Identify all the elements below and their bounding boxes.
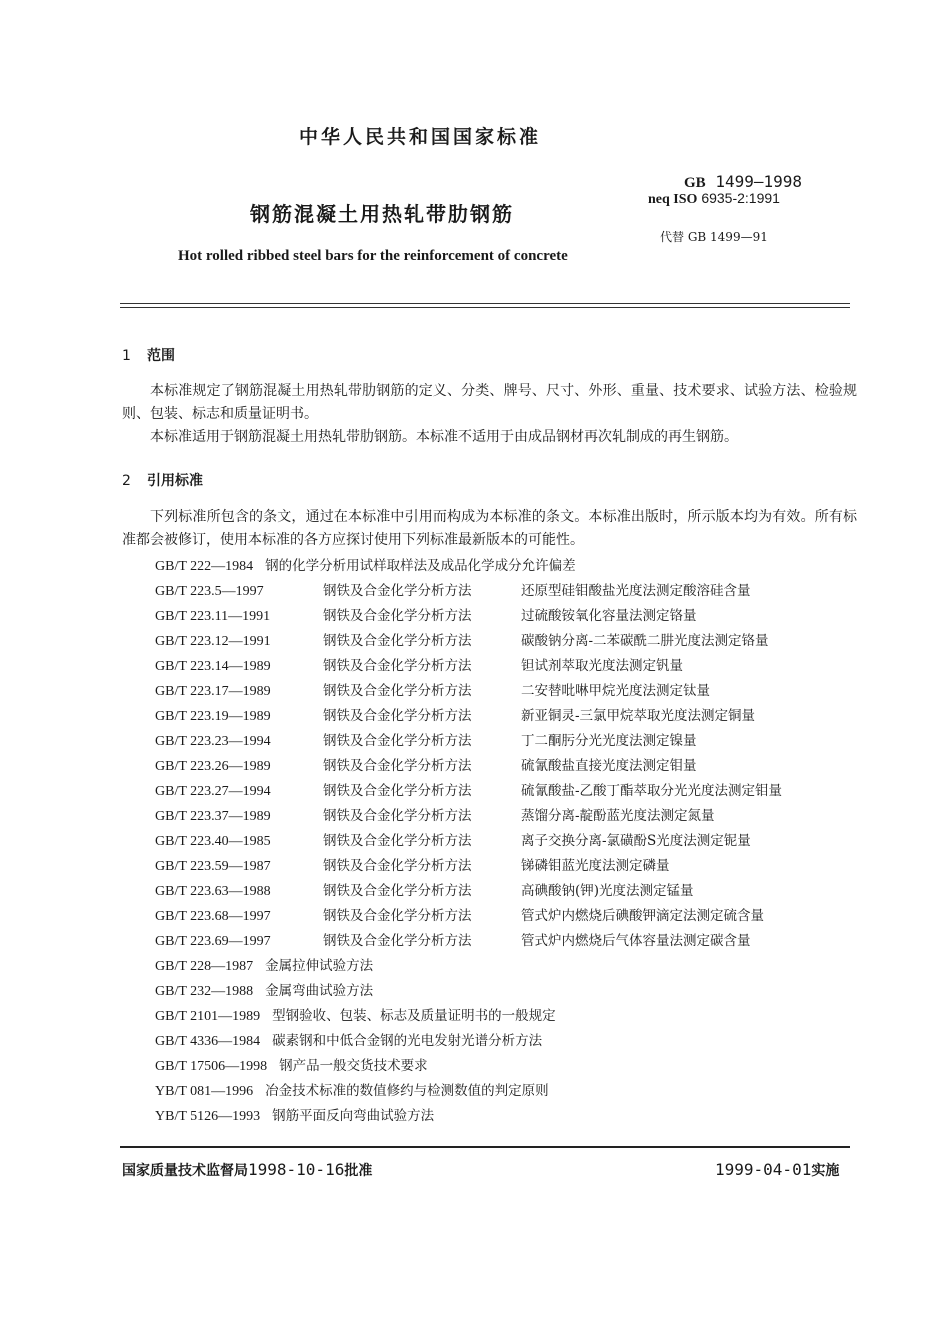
reference-category: 钢铁及合金化学分析方法 — [323, 908, 472, 924]
reference-title: 离子交换分离-氯磺酚S光度法测定铌量 — [521, 833, 751, 849]
equivalent-code: 6935-2:1991 — [701, 190, 780, 206]
reference-item — [155, 654, 683, 679]
section-number: 2 — [122, 473, 131, 489]
reference-title: 钢的化学分析用试样取样法及成品化学成分允许偏差 — [265, 558, 576, 574]
reference-code: GB/T 223.68—1997 — [155, 909, 271, 924]
reference-category: 钢铁及合金化学分析方法 — [323, 633, 472, 649]
reference-title: 管式炉内燃烧后气体容量法测定碳含量 — [521, 933, 751, 949]
reference-title: 蒸馏分离-靛酚蓝光度法测定氮量 — [521, 808, 715, 824]
reference-item — [155, 904, 764, 929]
reference-category: 钢铁及合金化学分析方法 — [323, 733, 472, 749]
reference-title: 金属拉伸试验方法 — [265, 958, 374, 974]
document-title-cn: 钢筋混凝土用热轧带肋钢筋 — [250, 202, 514, 226]
reference-category: 钢铁及合金化学分析方法 — [323, 833, 472, 849]
reference-category: 钢铁及合金化学分析方法 — [323, 933, 472, 949]
reference-item — [155, 779, 783, 804]
approve-label: 批准 — [344, 1163, 373, 1179]
reference-category: 钢铁及合金化学分析方法 — [323, 608, 472, 624]
reference-item — [155, 1054, 576, 1079]
reference-title: 硫氰酸盐-乙酸丁酯萃取分光光度法测定钼量 — [521, 783, 783, 799]
effective-info — [715, 1160, 839, 1180]
effective-label: 实施 — [811, 1163, 840, 1179]
reference-title: 钢筋平面反向弯曲试验方法 — [272, 1108, 435, 1124]
paragraph: 本标准适用于钢筋混凝土用热轧带肋钢筋。本标准不适用于由成品钢材再次轧制成的再生钢筋。 — [150, 429, 738, 445]
section-title: 引用标准 — [147, 473, 203, 489]
standard-code: 1499—1998 — [715, 172, 803, 191]
reference-code: GB/T 4336—1984 — [155, 1034, 261, 1049]
reference-title: 新亚铜灵-三氯甲烷萃取光度法测定铜量 — [521, 708, 756, 724]
reference-category: 钢铁及合金化学分析方法 — [323, 683, 472, 699]
section-title: 范围 — [147, 348, 175, 364]
reference-item — [155, 604, 697, 629]
reference-item — [155, 854, 670, 879]
section-number: 1 — [122, 348, 131, 364]
reference-category: 钢铁及合金化学分析方法 — [323, 658, 472, 674]
equivalent-prefix: neq ISO — [648, 192, 698, 207]
approve-date: 1998-10-16 — [248, 1160, 345, 1179]
reference-title: 过硫酸铵氧化容量法测定铬量 — [521, 608, 697, 624]
reference-item — [155, 704, 756, 729]
standard-number — [684, 172, 802, 192]
reference-item — [155, 1029, 576, 1054]
section-body-scope — [122, 380, 857, 449]
standard-prefix: GB — [684, 175, 706, 191]
reference-item — [155, 829, 751, 854]
reference-code: GB/T 223.59—1987 — [155, 859, 271, 874]
approval-info — [122, 1160, 372, 1180]
reference-item — [155, 579, 751, 604]
paragraph: 下列标准所包含的条文，通过在本标准中引用而构成为本标准的条文。本标准出版时，所示版本均为有效。所有标准都会被修订，使用本标准的各方应探讨使用下列标准最新版本的可能性。 — [122, 509, 857, 548]
reference-code: GB/T 223.14—1989 — [155, 659, 271, 674]
paragraph: 本标准规定了钢筋混凝土用热轧带肋钢筋的定义、分类、牌号、尺寸、外形、重量、技术要求、试验方法、检验规则、包装、标志和质量证明书。 — [122, 383, 857, 422]
reference-item — [155, 729, 697, 754]
document-header: 中华人民共和国国家标准 — [298, 126, 541, 148]
reference-title: 钢产品一般交货技术要求 — [279, 1058, 428, 1074]
reference-item — [155, 1104, 576, 1129]
reference-title: 丁二酮肟分光光度法测定镍量 — [521, 733, 697, 749]
reference-code: GB/T 223.37—1989 — [155, 809, 271, 824]
reference-category: 钢铁及合金化学分析方法 — [323, 883, 472, 899]
reference-item — [155, 879, 694, 904]
reference-title: 管式炉内燃烧后碘酸钾滴定法测定硫含量 — [521, 908, 764, 924]
reference-title: 型钢验收、包装、标志及质量证明书的一般规定 — [272, 1008, 556, 1024]
reference-title: 冶金技术标准的数值修约与检测数值的判定原则 — [265, 1083, 549, 1099]
reference-code: GB/T 2101—1989 — [155, 1009, 261, 1024]
reference-title: 碳酸钠分离-二苯碳酰二肼光度法测定铬量 — [521, 633, 769, 649]
section-heading-references — [122, 470, 203, 490]
reference-code: GB/T 17506—1998 — [155, 1059, 268, 1074]
reference-category: 钢铁及合金化学分析方法 — [323, 858, 472, 874]
reference-title: 碳素钢和中低合金钢的光电发射光谱分析方法 — [272, 1033, 543, 1049]
document-title-en: Hot rolled ribbed steel bars for the reinforcement of concrete — [178, 248, 568, 264]
equivalent-standard — [648, 190, 780, 208]
reference-list — [155, 554, 783, 1129]
reference-item — [155, 954, 576, 979]
issuer: 国家质量技术监督局 — [122, 1163, 248, 1179]
reference-item — [155, 1004, 576, 1029]
reference-title: 金属弯曲试验方法 — [265, 983, 374, 999]
reference-code: GB/T 223.19—1989 — [155, 709, 271, 724]
reference-code: GB/T 223.17—1989 — [155, 684, 271, 699]
reference-code: GB/T 232—1988 — [155, 984, 254, 999]
effective-date: 1999-04-01 — [715, 1160, 812, 1179]
reference-title: 钽试剂萃取光度法测定钒量 — [521, 658, 683, 674]
reference-item — [155, 804, 715, 829]
reference-item — [155, 979, 576, 1004]
section-body-references — [122, 506, 857, 552]
reference-code: GB/T 223.26—1989 — [155, 759, 271, 774]
reference-item — [155, 629, 769, 654]
reference-category: 钢铁及合金化学分析方法 — [323, 708, 472, 724]
footer-divider — [120, 1146, 850, 1148]
reference-code: GB/T 223.69—1997 — [155, 934, 271, 949]
reference-category: 钢铁及合金化学分析方法 — [323, 808, 472, 824]
reference-item — [155, 929, 751, 954]
reference-code: GB/T 228—1987 — [155, 959, 254, 974]
reference-code: GB/T 223.40—1985 — [155, 834, 271, 849]
reference-code: GB/T 222—1984 — [155, 559, 254, 574]
reference-item — [155, 679, 710, 704]
reference-title: 高碘酸钠(钾)光度法测定锰量 — [521, 883, 694, 899]
reference-title: 硫氰酸盐直接光度法测定钼量 — [521, 758, 697, 774]
reference-code: GB/T 223.63—1988 — [155, 884, 271, 899]
reference-category: 钢铁及合金化学分析方法 — [323, 758, 472, 774]
reference-code: YB/T 081—1996 — [155, 1084, 254, 1099]
top-divider-second — [120, 307, 850, 308]
reference-code: GB/T 223.5—1997 — [155, 584, 264, 599]
reference-item — [155, 554, 576, 579]
reference-item — [155, 754, 697, 779]
reference-code: YB/T 5126—1993 — [155, 1109, 261, 1124]
reference-code: GB/T 223.23—1994 — [155, 734, 271, 749]
reference-title: 还原型硅钼酸盐光度法测定酸溶硅含量 — [521, 583, 751, 599]
reference-title: 二安替吡啉甲烷光度法测定钛量 — [521, 683, 710, 699]
reference-category: 钢铁及合金化学分析方法 — [323, 783, 472, 799]
reference-title: 锑磷钼蓝光度法测定磷量 — [521, 858, 670, 874]
reference-code: GB/T 223.27—1994 — [155, 784, 271, 799]
reference-code: GB/T 223.11—1991 — [155, 609, 271, 624]
section-heading-scope — [122, 345, 175, 365]
reference-category: 钢铁及合金化学分析方法 — [323, 583, 472, 599]
reference-item — [155, 1079, 576, 1104]
top-divider — [120, 303, 850, 304]
reference-code: GB/T 223.12—1991 — [155, 634, 271, 649]
replaces-standard: 代替 GB 1499—91 — [660, 230, 768, 244]
